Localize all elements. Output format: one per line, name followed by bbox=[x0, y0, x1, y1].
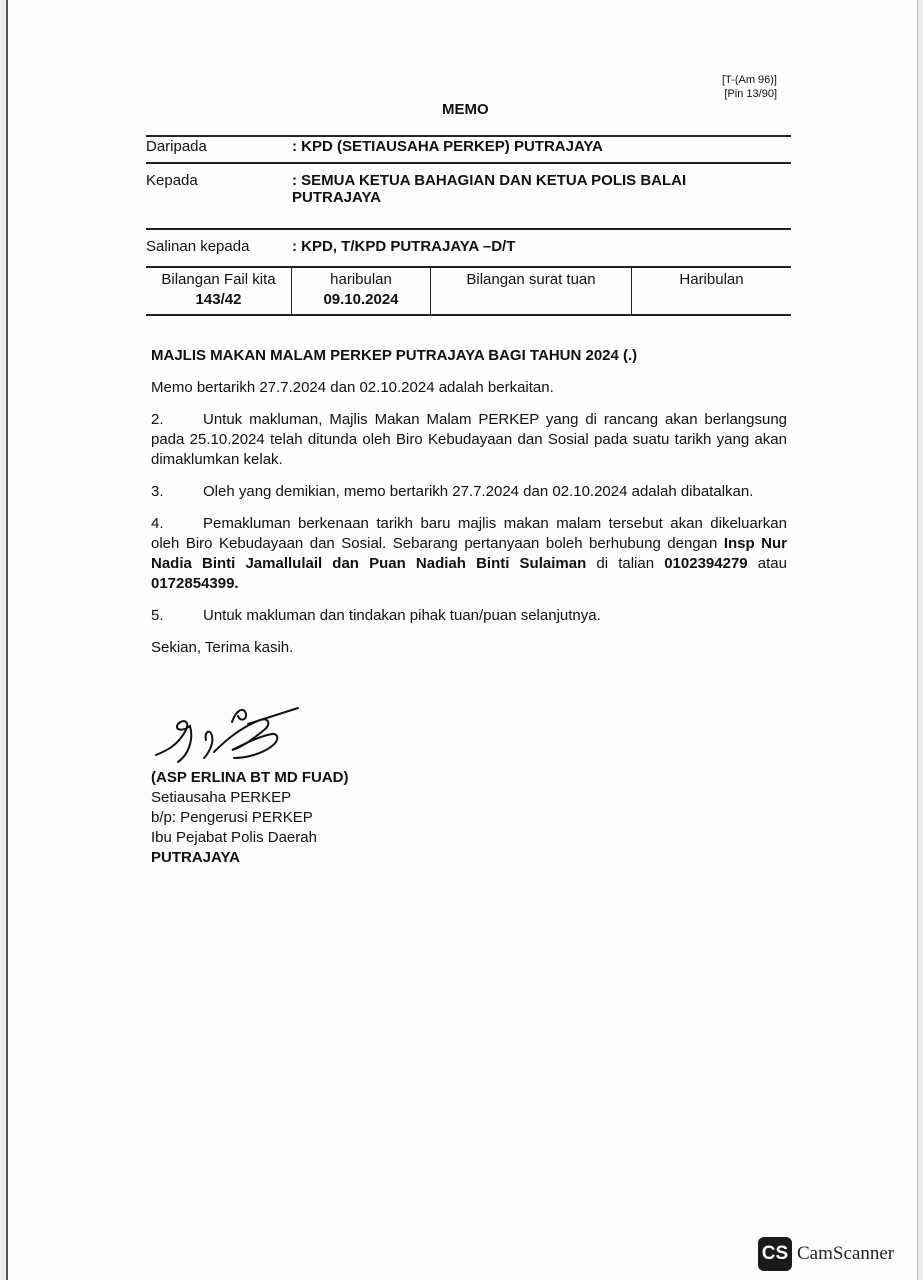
your-date-label: Haribulan bbox=[679, 271, 744, 288]
reference-row bbox=[146, 266, 791, 316]
paragraph-4-number: 4. bbox=[151, 515, 164, 532]
memo-subject: MAJLIS MAKAN MALAM PERKEP PUTRAJAYA BAGI TAHUN 2024 (.) bbox=[151, 347, 638, 364]
paragraph-5-text: Untuk makluman dan tindakan pihak tuan/puan selanjutnya. bbox=[203, 607, 601, 624]
to-value-line-1: : SEMUA KETUA BAHAGIAN DAN KETUA POLIS BALAI bbox=[292, 172, 687, 189]
memo-body bbox=[151, 346, 787, 658]
copy-label: Salinan kepada bbox=[146, 238, 250, 255]
phone-number-2: 0172854399. bbox=[151, 575, 239, 592]
paragraph-3 bbox=[151, 482, 787, 502]
camscanner-brand-text: CamScanner bbox=[797, 1243, 895, 1264]
camscanner-watermark bbox=[758, 1237, 894, 1271]
file-number-label: Bilangan Fail kita bbox=[161, 271, 276, 288]
from-row bbox=[146, 135, 791, 162]
paragraph-3-text: Oleh yang demikian, memo bertarikh 27.7.2024 dan 02.10.2024 adalah dibatalkan. bbox=[203, 483, 754, 500]
signatory-name: (ASP ERLINA BT MD FUAD) bbox=[151, 769, 349, 786]
paragraph-2 bbox=[151, 410, 787, 470]
signatory-title: Setiausaha PERKEP bbox=[151, 789, 292, 806]
file-number-value: 143/42 bbox=[195, 291, 242, 308]
from-value: : KPD (SETIAUSAHA PERKEP) PUTRAJAYA bbox=[292, 138, 603, 155]
date-cell bbox=[291, 268, 430, 314]
signatory-block bbox=[151, 768, 349, 868]
signatory-on-behalf: b/p: Pengerusi PERKEP bbox=[151, 809, 313, 826]
phone-number-1: 0102394279 bbox=[664, 555, 748, 572]
reference-code bbox=[722, 73, 777, 101]
date-label: haribulan bbox=[330, 271, 392, 288]
memo-header-table bbox=[146, 135, 791, 316]
memo-page bbox=[6, 0, 918, 1280]
paragraph-5 bbox=[151, 606, 787, 626]
handwritten-signature bbox=[148, 700, 308, 766]
copy-value: : KPD, T/KPD PUTRAJAYA –D/T bbox=[292, 238, 516, 255]
paragraph-5-number: 5. bbox=[151, 607, 164, 624]
paragraph-2-number: 2. bbox=[151, 411, 164, 428]
to-value-line-2: PUTRAJAYA bbox=[292, 189, 381, 206]
copy-row bbox=[146, 228, 791, 266]
reference-code-line-1: [T-(Am 96)] bbox=[721, 74, 777, 86]
from-label: Daripada bbox=[146, 138, 207, 155]
your-reference-cell bbox=[430, 268, 631, 314]
contact-persons: Insp Nur Nadia Binti Jamallulail dan Puan Nadiah Binti Sulaiman bbox=[151, 535, 787, 572]
paragraph-4-text-b: di talian bbox=[586, 555, 665, 572]
to-row bbox=[146, 162, 791, 228]
file-number-cell bbox=[146, 268, 291, 314]
your-reference-label: Bilangan surat tuan bbox=[466, 271, 596, 288]
closing-text: Sekian, Terima kasih. bbox=[151, 639, 294, 656]
memo-title: MEMO bbox=[442, 101, 489, 118]
paragraph-4 bbox=[151, 514, 787, 594]
your-date-cell bbox=[631, 268, 791, 314]
paragraph-3-number: 3. bbox=[151, 483, 164, 500]
paragraph-2-text: Untuk makluman, Majlis Makan Malam PERKEP yang di rancang akan berlangsung pada 25.10.2024 telah ditunda oleh Biro Kebudayaan dan Sosial pada suatu tarikh yang akan dimaklumkan kelak. bbox=[151, 411, 787, 468]
date-value: 09.10.2024 bbox=[323, 291, 399, 308]
to-label: Kepada bbox=[146, 172, 198, 189]
to-value bbox=[292, 172, 791, 228]
paragraph-1: Memo bertarikh 27.7.2024 dan 02.10.2024 adalah berkaitan. bbox=[151, 379, 554, 396]
signatory-city: PUTRAJAYA bbox=[151, 849, 240, 866]
paragraph-4-text-c: atau bbox=[747, 555, 787, 572]
camscanner-logo-icon: CS bbox=[758, 1237, 792, 1271]
reference-code-line-2: [Pin 13/90] bbox=[724, 88, 777, 100]
paragraph-4-text: Pemakluman berkenaan tarikh baru majlis makan malam tersebut akan dikeluarkan oleh Biro Kebudayaan dan Sosial. Sebarang pertanyaan boleh berhubung dengan bbox=[151, 515, 787, 552]
signatory-office: Ibu Pejabat Polis Daerah bbox=[151, 829, 317, 846]
